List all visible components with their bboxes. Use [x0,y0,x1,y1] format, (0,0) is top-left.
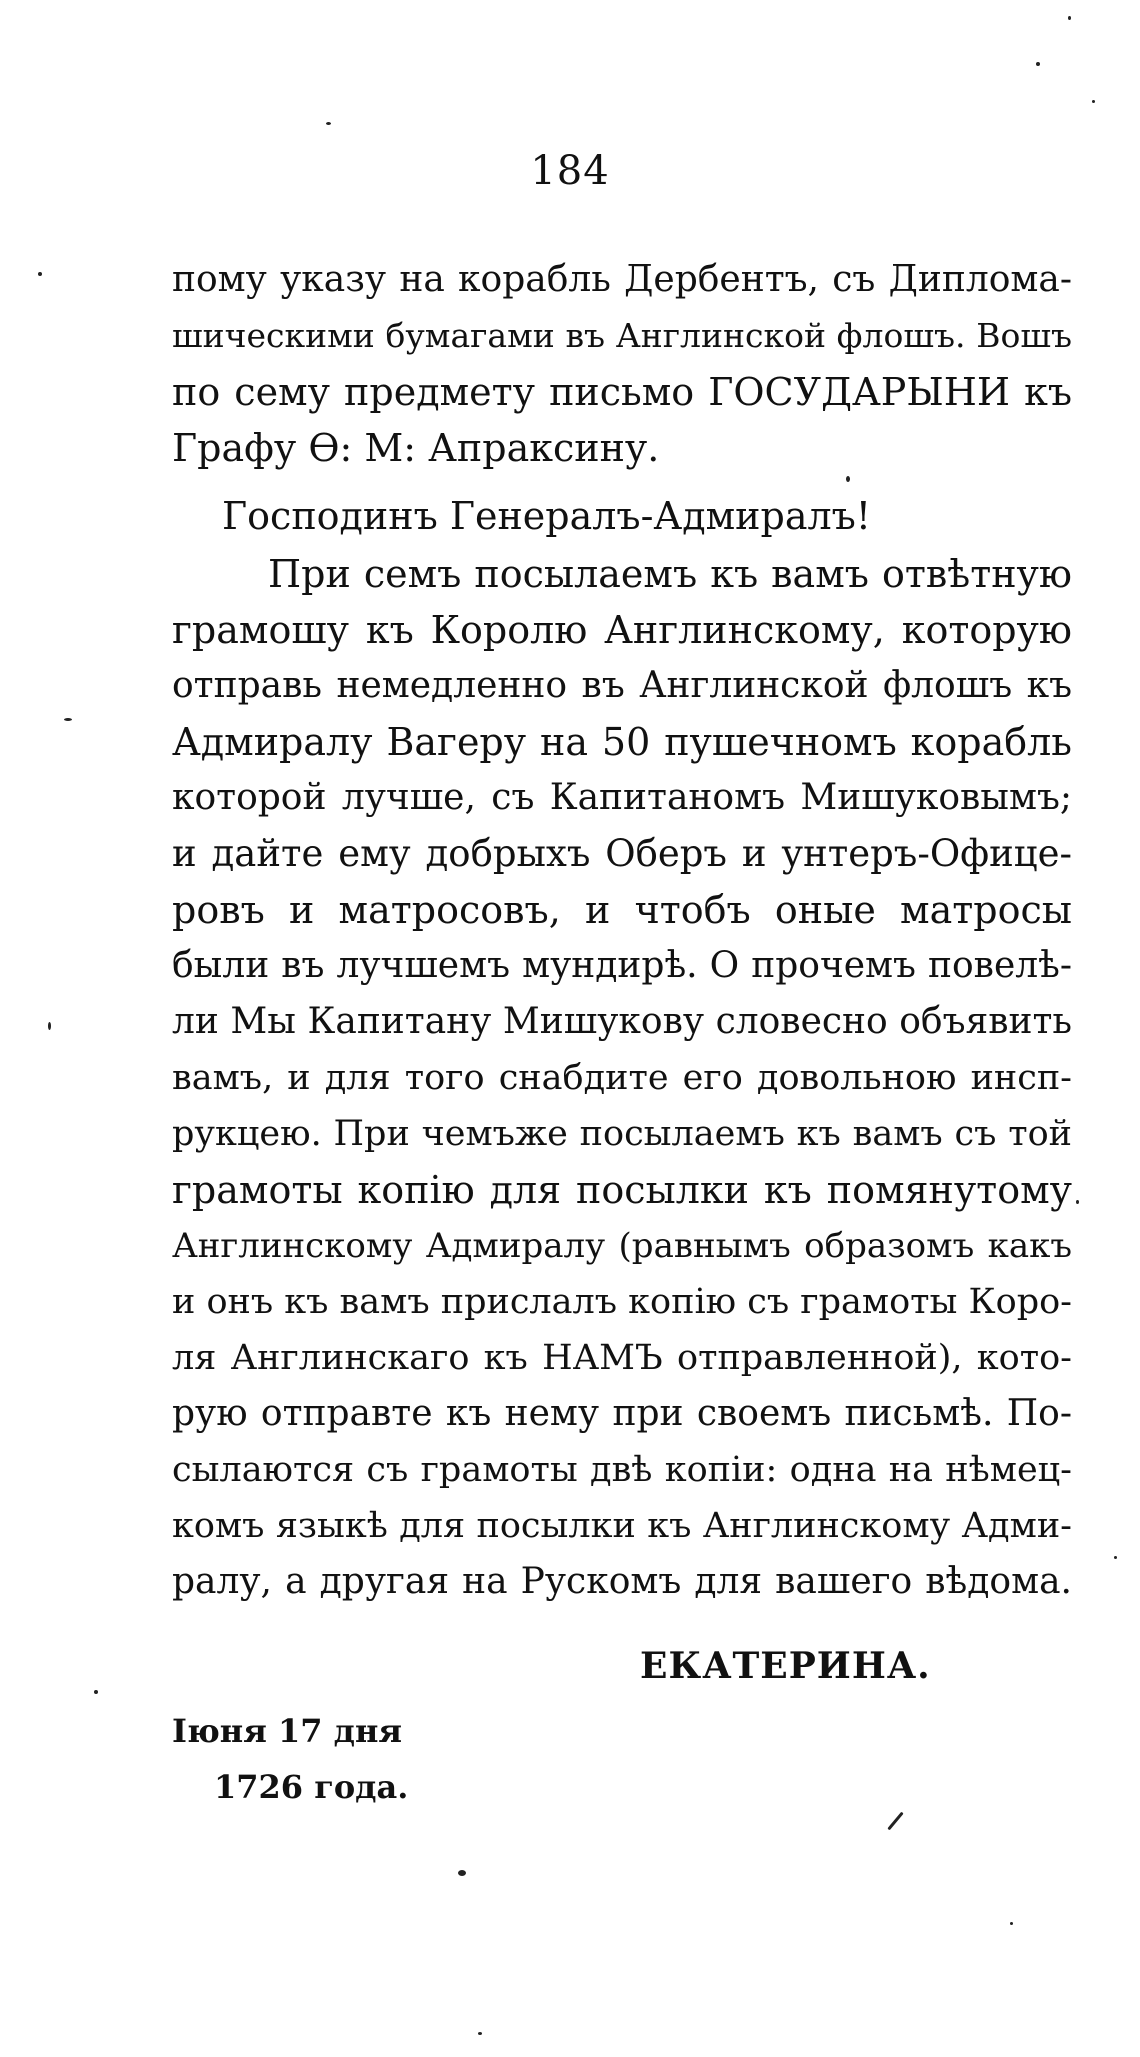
scan-speck [48,1022,51,1030]
text-line: шическими бумагами въ Англинской флошъ. Вошъ [172,316,1072,355]
text-line: пому указу на корабль Дербентъ, съ Диплома- [172,259,1072,300]
text-line: которой лучше, съ Капитаномъ Мишуковымъ; [172,777,1072,818]
scan-speck [1068,16,1071,20]
text-line: были въ лучшемъ мундирѣ. О прочемъ повелѣ- [172,945,1072,986]
text-line: комъ языкѣ для посылки къ Англинскому Адми- [172,1506,1072,1546]
scan-speck [64,718,72,721]
date-line: Іюня 17 дня [172,1712,403,1750]
scan-speck [38,272,42,276]
page-number: 184 [530,148,610,194]
text-line: Англинскому Адмиралу (равнымъ образомъ какъ [172,1226,1072,1266]
text-line: по сему предмету письмо ГОСУДАРЫНИ къ [172,370,1072,414]
text-line: При семъ посылаемъ къ вамъ отвѣтную [268,552,1072,596]
text-line: и дайте ему добрыхъ Оберъ и унтеръ-Офице- [172,832,1072,875]
scan-speck [1092,100,1095,103]
scan-speck [846,476,850,482]
scan-speck [1076,1200,1079,1204]
text-line: отправь немедленно въ Англинской флошъ къ [172,665,1072,706]
text-line: ли Мы Капитану Мишукову словесно объявить [172,1001,1072,1042]
scan-speck [458,1870,466,1876]
text-line: ровъ и матросовъ, и чтобъ оные матросы [172,888,1072,932]
text-line: сылаются съ грамоты двѣ копіи: одна на нѣмец- [172,1450,1072,1490]
text-line: Графу Ѳ: М: Апраксину. [172,426,660,470]
text-line: грамоты копію для посылки къ помянутому [172,1168,1072,1212]
scan-speck [94,1690,98,1694]
text-line: ля Англинскаго къ НАМЪ отправленной), кото- [172,1338,1072,1378]
signature: ЕКАТЕРИНА. [640,1645,931,1687]
scan-speck [1036,62,1040,66]
text-line: грамошу къ Королю Англинскому, которую [172,608,1072,652]
scan-speck [478,2032,482,2035]
text-line: рукцею. При чемъже посылаемъ къ вамъ съ той [172,1114,1072,1154]
text-line: рую отправте къ нему при своемъ письмѣ. По- [172,1393,1072,1434]
scan-speck [887,1812,903,1831]
scan-speck [1010,1922,1013,1925]
scan-speck [326,122,331,125]
text-line: ралу, а другая на Рускомъ для вашего вѣдома. [172,1561,1072,1602]
text-line: Адмиралу Вагеру на 50 пушечномъ корабль [172,720,1072,764]
date-line: 1726 года. [214,1768,409,1806]
scan-speck [1114,1556,1117,1559]
text-line: и онъ къ вамъ прислалъ копію съ грамоты Коро- [172,1282,1072,1322]
salutation: Господинъ Генералъ-Адмиралъ! [222,494,872,538]
text-line: вамъ, и для того снабдите его довольною инсп- [172,1058,1072,1098]
